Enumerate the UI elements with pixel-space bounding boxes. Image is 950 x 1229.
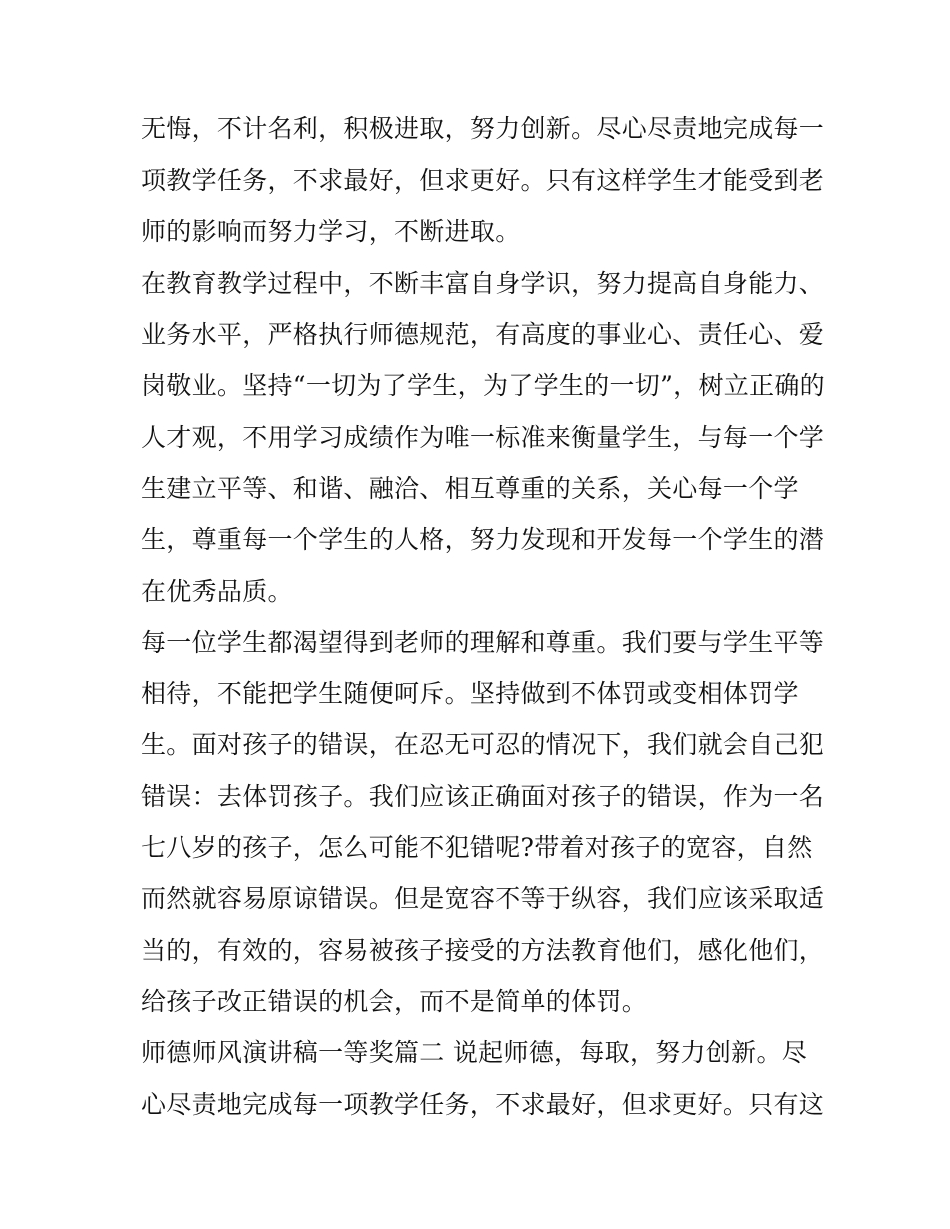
text-line: 七八岁的孩子，怎么可能不犯错呢?带着对孩子的宽容，自然 — [141, 833, 813, 862]
text-line: 师德师风演讲稿一等奖篇二 说起师德，每取，努力创新。尽 — [141, 1038, 808, 1067]
text-line: 师的影响而努力学习，不断进取。 — [141, 217, 521, 246]
text-line: 无悔，不计名利，积极进取，努力创新。尽心尽责地完成每一 — [141, 114, 825, 143]
text-line: 当的，有效的，容易被孩子接受的方法教育他们，感化他们， — [141, 936, 825, 965]
text-line: 项教学任务，不求最好，但求更好。只有这样学生才能受到老 — [141, 166, 825, 195]
text-line: 而然就容易原谅错误。但是宽容不等于纵容，我们应该采取适 — [141, 884, 825, 913]
text-line: 生。面对孩子的错误，在忍无可忍的情况下，我们就会自己犯 — [141, 730, 825, 759]
text-line: 相待，不能把学生随便呵斥。坚持做到不体罚或变相体罚学 — [141, 679, 799, 708]
text-line: 人才观，不用学习成绩作为唯一标准来衡量学生，与每一个学 — [141, 423, 825, 452]
text-line: 给孩子改正错误的机会，而不是简单的体罚。 — [141, 987, 648, 1016]
text-line: 在优秀品质。 — [141, 577, 293, 606]
text-line: 在教育教学过程中，不断丰富自身学识，努力提高自身能力、 — [141, 269, 825, 298]
text-line: 每一位学生都渴望得到老师的理解和尊重。我们要与学生平等 — [141, 628, 825, 657]
text-line: 生，尊重每一个学生的人格，努力发现和开发每一个学生的潜 — [141, 525, 825, 554]
text-line: 生建立平等、和谐、融洽、相互尊重的关系，关心每一个学 — [141, 474, 799, 503]
text-line: 心尽责地完成每一项教学任务，不求最好，但求更好。只有这 — [141, 1090, 825, 1119]
text-line: 错误：去体罚孩子。我们应该正确面对孩子的错误，作为一名 — [141, 782, 825, 811]
text-line: 岗敬业。坚持“一切为了学生，为了学生的一切”，树立正确的 — [141, 371, 825, 400]
text-line: 业务水平，严格执行师德规范，有高度的事业心、责任心、爱 — [141, 320, 825, 349]
